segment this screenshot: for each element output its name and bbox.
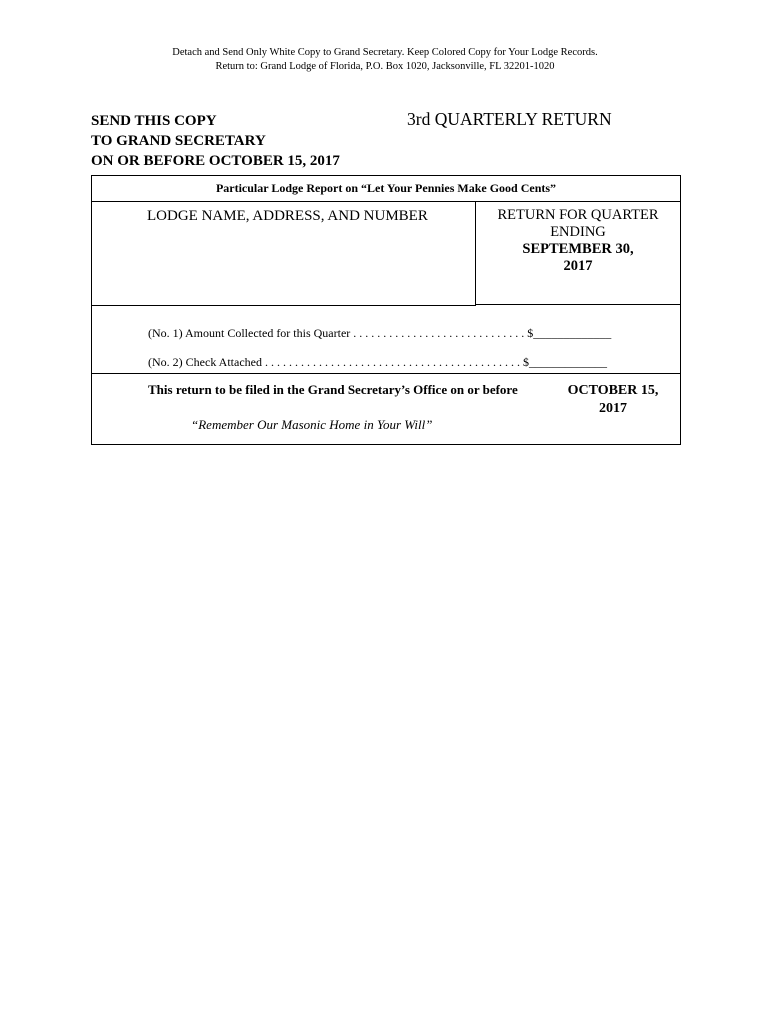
report-form (91, 175, 681, 445)
check-attached-field[interactable]: (No. 2) Check Attached . . . . . . . . . . . . . . . . . . . . . . . . . . . . . . . . . . . . . . . . . . . $_____________ (148, 355, 607, 369)
filing-deadline (548, 382, 678, 418)
filing-deadline-date: OCTOBER 15, (567, 383, 659, 398)
quarter-ending-date: SEPTEMBER 30, (522, 241, 634, 257)
form-heading: Particular Lodge Report on “Let Your Pennies Make Good Cents” (92, 176, 680, 202)
page-title: 3rd QUARTERLY RETURN (407, 109, 612, 129)
quarter-ending-year: 2017 (563, 258, 593, 274)
lodge-info-label: LODGE NAME, ADDRESS, AND NUMBER (147, 208, 428, 224)
quarter-ending-cell (476, 202, 680, 305)
filing-deadline-year: 2017 (599, 401, 627, 416)
send-instructions (91, 111, 340, 171)
remember-quote: “Remember Our Masonic Home in Your Will” (191, 417, 433, 432)
header-instructions: Detach and Send Only White Copy to Grand Secretary. Keep Colored Copy for Your Lodge Records. (172, 47, 598, 58)
send-line-2: TO GRAND SECRETARY (91, 133, 266, 149)
send-line-1: SEND THIS COPY (91, 113, 217, 129)
header-return-address: Return to: Grand Lodge of Florida, P.O. Box 1020, Jacksonville, FL 32201-1020 (215, 61, 555, 72)
amount-collected-field[interactable]: (No. 1) Amount Collected for this Quarter . . . . . . . . . . . . . . . . . . . . . . . . . . . . . $_____________ (148, 326, 612, 340)
quarter-ending-line-2: ENDING (550, 224, 606, 240)
lodge-info-field[interactable] (92, 202, 476, 306)
section-divider (92, 373, 680, 374)
filing-instruction: This return to be filed in the Grand Secretary’s Office on or before (148, 382, 518, 397)
quarter-ending-line-1: RETURN FOR QUARTER (497, 207, 659, 223)
send-line-3: ON OR BEFORE OCTOBER 15, 2017 (91, 153, 340, 169)
